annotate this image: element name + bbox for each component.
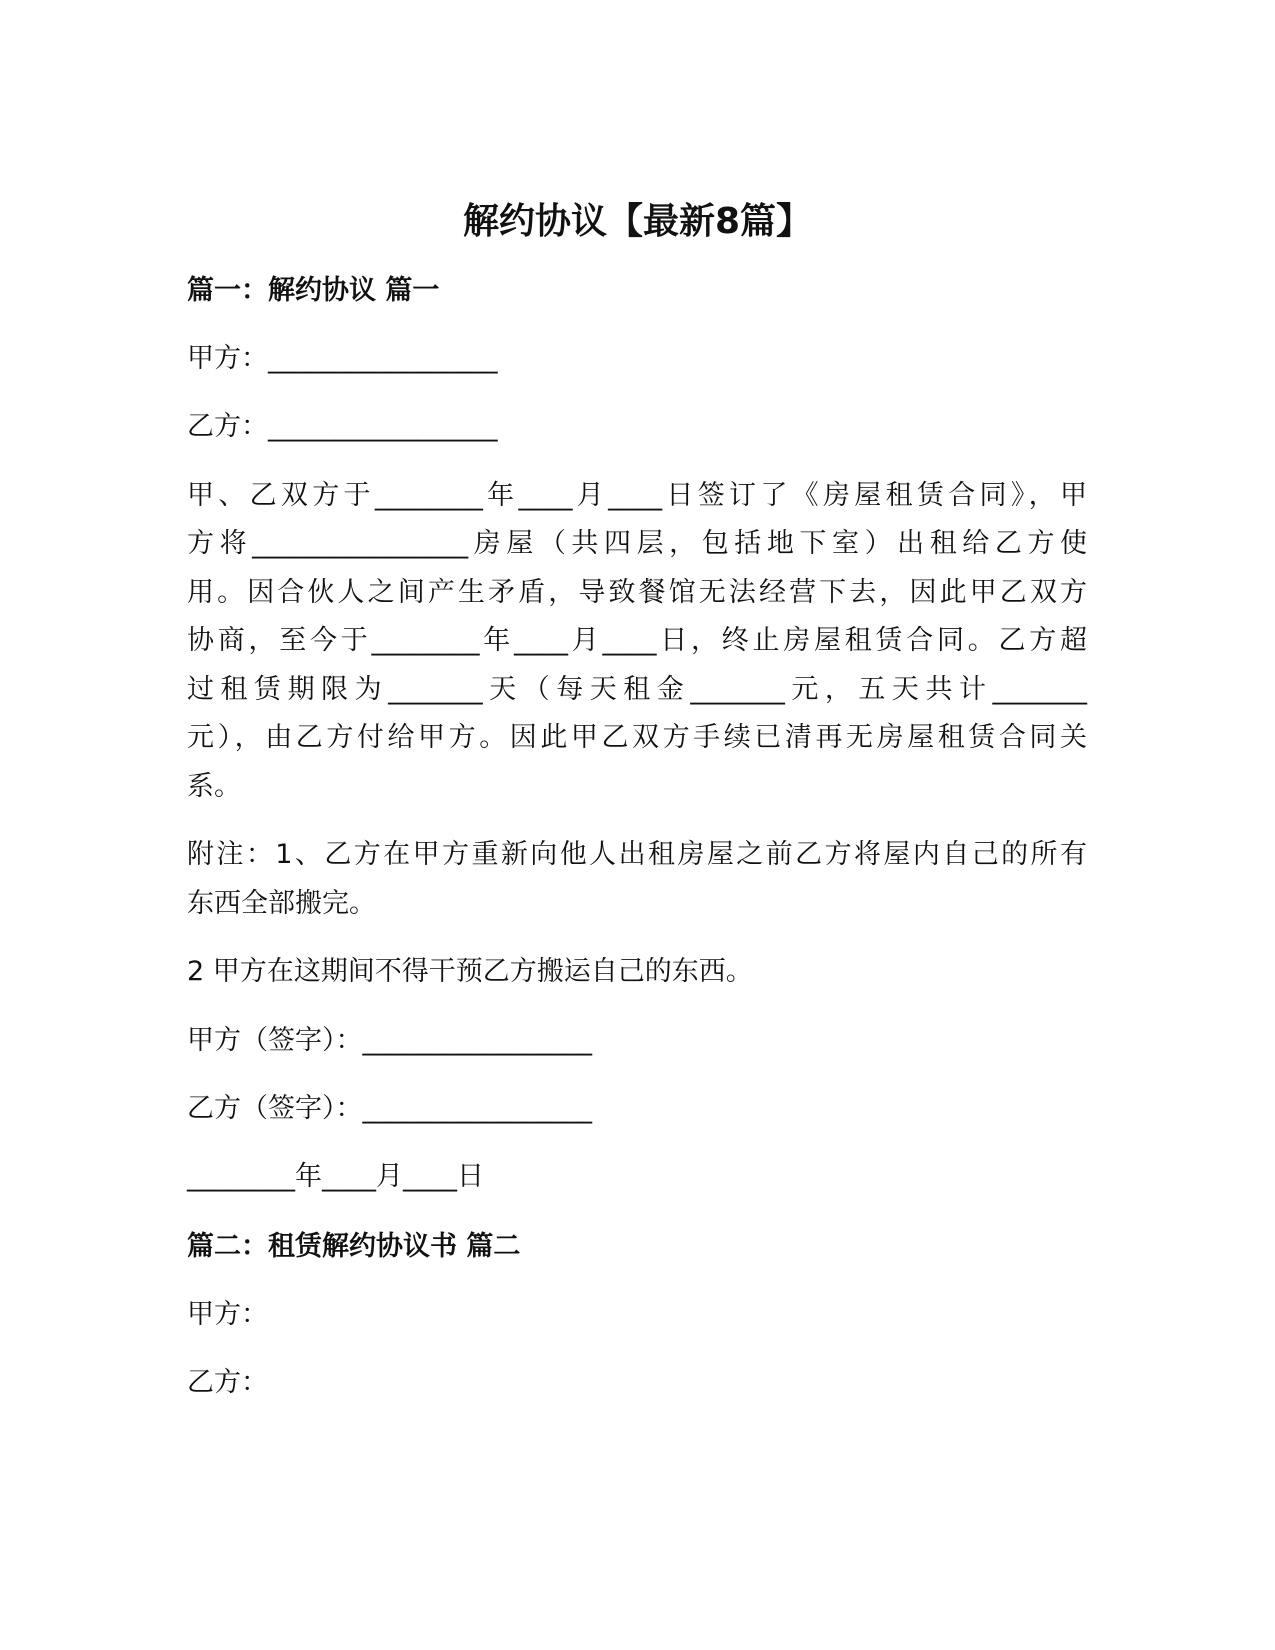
body-line-4: 协商，至今于________年____月____日，终止房屋租赁合同。乙方超 <box>187 625 1087 656</box>
body-line-7: 系。 <box>187 771 241 802</box>
party-b-line: 乙方：_________________ <box>187 411 498 442</box>
body-line-6: 元），由乙方付给甲方。因此甲乙双方手续已清再无房屋租赁合同关 <box>187 722 1087 753</box>
section2-party-b: 乙方： <box>187 1367 268 1398</box>
note-2: 2 甲方在这期间不得干预乙方搬运自己的东西。 <box>187 956 753 987</box>
body-line-1: 甲、乙双方于________年____月____日签订了《房屋租赁合同》，甲 <box>187 480 1087 511</box>
sign-party-a: 甲方（签字）：_________________ <box>187 1025 592 1056</box>
document-title: 解约协议【最新8篇】 <box>462 201 813 242</box>
section2-heading: 篇二：租赁解约协议书 篇二 <box>187 1231 521 1262</box>
sign-date: ________年____月____日 <box>187 1161 484 1192</box>
body-line-2: 方将________________房屋（共四层，包括地下室）出租给乙方使 <box>187 528 1087 559</box>
body-line-5: 过租赁期限为_______天（每天租金_______元，五天共计_______ <box>187 674 1087 705</box>
party-a-line: 甲方：_________________ <box>187 343 498 374</box>
section2-party-a: 甲方： <box>187 1299 268 1330</box>
sign-party-b: 乙方（签字）：_________________ <box>187 1093 592 1124</box>
note-line-1: 附注：1、乙方在甲方重新向他人出租房屋之前乙方将屋内自己的所有 <box>187 839 1087 870</box>
note-line-2: 东西全部搬完。 <box>187 888 376 919</box>
section1-heading: 篇一：解约协议 篇一 <box>187 275 440 306</box>
body-line-3: 用。因合伙人之间产生矛盾，导致餐馆无法经营下去，因此甲乙双方 <box>187 577 1087 608</box>
